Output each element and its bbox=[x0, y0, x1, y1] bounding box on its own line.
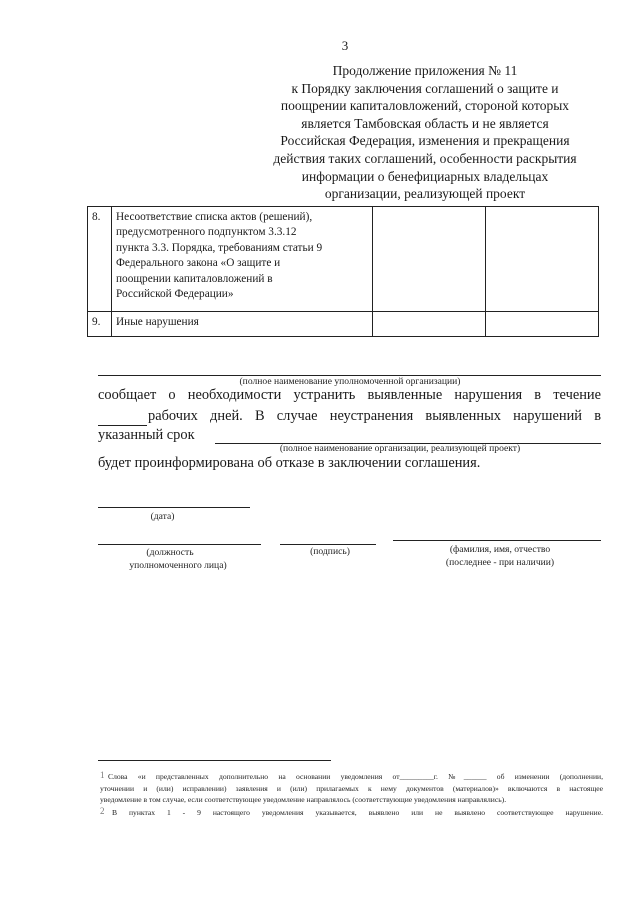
signature-caption: (подпись) bbox=[310, 546, 350, 557]
date-caption: (дата) bbox=[150, 511, 175, 522]
row-text-line: поощрении капиталовложений в bbox=[116, 272, 273, 285]
days-count-line bbox=[98, 425, 147, 426]
footnote-line: Слова «и представленных дополнительно на основании уведомления от_________г. №______ об изменении (дополнении, bbox=[108, 772, 603, 781]
heading-line: действия таких соглашений, особенности раскрытия bbox=[273, 150, 577, 166]
row-cell bbox=[373, 312, 486, 337]
notice-text-line: будет проинформирована об отказе в заключении соглашения. bbox=[98, 455, 481, 471]
footnote-1 bbox=[108, 771, 603, 782]
table-row bbox=[88, 207, 599, 312]
project-organization-caption: (полное наименование организации, реализующей проект) bbox=[279, 443, 521, 454]
notice-text-line: указанный срок bbox=[98, 427, 195, 443]
row-text-line: предусмотренного подпунктом 3.3.12 bbox=[116, 226, 297, 239]
row-description bbox=[112, 207, 373, 312]
footnote-1-continued bbox=[100, 783, 603, 805]
row-text-line: Федерального закона «О защите и bbox=[116, 257, 281, 270]
heading-line: Продолжение приложения № 11 bbox=[332, 63, 518, 78]
row-description bbox=[112, 312, 373, 337]
row-text-line: Иные нарушения bbox=[116, 316, 199, 328]
row-text-line: Российской Федерации» bbox=[116, 288, 234, 301]
full-name-line bbox=[393, 540, 601, 541]
footnote-2 bbox=[112, 807, 603, 818]
heading-line: к Порядку заключения соглашений о защите и bbox=[291, 80, 559, 96]
position-caption: (должность bbox=[146, 547, 194, 558]
footnote-separator bbox=[98, 760, 331, 761]
organization-name-caption: (полное наименование уполномоченной организации) bbox=[239, 376, 461, 387]
footnote-line: уведомление в том случае, если соответствующее уведомление направлялось (соответствующие уведомления направлялись). bbox=[100, 795, 507, 804]
date-line bbox=[98, 507, 250, 508]
row-text-line: пункта 3.3. Порядка, требованиям статьи 9 bbox=[116, 241, 323, 254]
footnote-line: В пунктах 1 - 9 настоящего уведомления указывается, выявлено или не выявлено соответствующее нарушение. bbox=[112, 808, 603, 817]
page-number: 3 bbox=[341, 38, 349, 53]
row-number: 9. bbox=[88, 312, 112, 337]
row-cell bbox=[486, 312, 599, 337]
heading-line: информации о бенефициарных владельцах bbox=[301, 168, 549, 184]
row-text-line: Несоответствие списка актов (решений), bbox=[116, 211, 313, 223]
heading-line: поощрении капиталовложений, стороной которых bbox=[280, 98, 570, 114]
notice-text-line: сообщает о необходимости устранить выявленные нарушения в течение bbox=[98, 387, 601, 403]
appendix-heading bbox=[250, 62, 600, 203]
row-number: 8. bbox=[88, 207, 112, 312]
footnote-line: уточнении и (или) исправлении) заявления и (или) прилагаемых к нему документов (материалов)» включаются в настоящее bbox=[100, 784, 603, 793]
footnote-mark: 2 bbox=[100, 806, 105, 816]
footnote-mark: 1 bbox=[100, 770, 105, 780]
row-cell bbox=[486, 207, 599, 312]
full-name-caption: (последнее - при наличии) bbox=[445, 557, 555, 568]
row-cell bbox=[373, 207, 486, 312]
heading-line: Российская Федерация, изменения и прекращения bbox=[280, 133, 570, 149]
position-caption: уполномоченного лица) bbox=[129, 560, 227, 571]
full-name-caption: (фамилия, имя, отчество bbox=[449, 544, 551, 555]
table-row bbox=[88, 312, 599, 337]
violations-table bbox=[87, 206, 599, 337]
heading-line: является Тамбовская область и не является bbox=[301, 115, 549, 131]
position-line bbox=[98, 544, 261, 545]
signature-line bbox=[280, 544, 376, 545]
notice-text-line: рабочих дней. В случае неустранения выявленных нарушений в bbox=[148, 408, 601, 424]
heading-line: организации, реализующей проект bbox=[324, 186, 526, 202]
